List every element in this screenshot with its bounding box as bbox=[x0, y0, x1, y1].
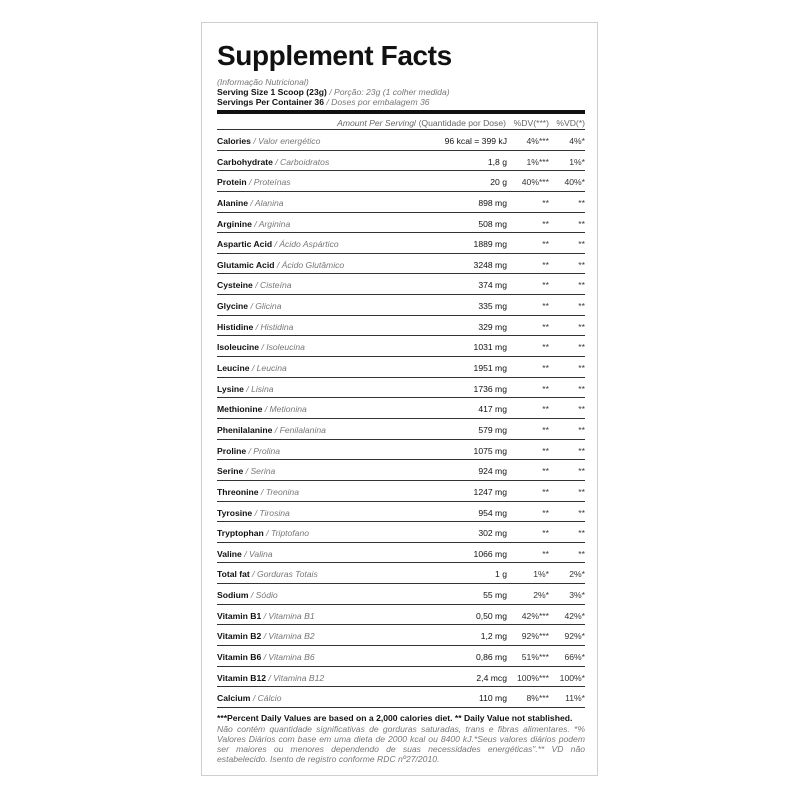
nutrient-dv: ** bbox=[542, 321, 549, 332]
nutrient-dv: 100%*** bbox=[516, 672, 549, 683]
nutrient-name-en: Phenilalanine bbox=[217, 424, 273, 435]
nutrient-dv: ** bbox=[542, 342, 549, 353]
nutrient-row bbox=[217, 274, 585, 295]
nutrient-vd: ** bbox=[578, 383, 585, 394]
nutrient-dv: 8%*** bbox=[526, 693, 549, 704]
nutrient-name-pt: / Sódio bbox=[248, 590, 278, 601]
nutrient-name-pt: / Isoleucina bbox=[259, 342, 305, 353]
serving-size-line bbox=[217, 87, 585, 97]
nutrient-name bbox=[217, 652, 315, 662]
nutrient-name-en: Calories bbox=[217, 136, 251, 146]
nutrient-name bbox=[217, 342, 305, 352]
nutrient-row bbox=[217, 192, 585, 213]
nutrient-row bbox=[217, 233, 585, 254]
nutrient-row bbox=[217, 440, 585, 461]
nutrient-row bbox=[217, 378, 585, 399]
nutrient-amount: 1736 mg bbox=[473, 383, 507, 394]
nutrient-vd: ** bbox=[578, 239, 585, 250]
nutrient-vd: 1%* bbox=[569, 156, 585, 167]
nutrient-amount: 0,86 mg bbox=[475, 652, 507, 663]
nutrient-dv: 1%*** bbox=[526, 156, 549, 167]
nutrient-row bbox=[217, 605, 585, 626]
nutrient-name-en: Glutamic Acid bbox=[217, 259, 275, 270]
nutrient-name bbox=[217, 157, 329, 167]
nutrient-name-en: Vitamin B12 bbox=[217, 672, 267, 683]
nutrient-name-pt: / Vitamina B6 bbox=[261, 652, 315, 663]
nutrient-row bbox=[217, 336, 585, 357]
nutrient-amount: 20 g bbox=[490, 177, 507, 188]
nutrient-amount: 1066 mg bbox=[473, 548, 507, 559]
nutrient-vd: ** bbox=[578, 528, 585, 539]
nutrient-name-en: Tryptophan bbox=[217, 528, 264, 539]
nutrient-amount: 374 mg bbox=[478, 280, 507, 291]
label-content bbox=[217, 41, 585, 764]
nutrient-name-en: Tyrosine bbox=[217, 507, 253, 518]
nutrient-name-pt: / Vitamina B12 bbox=[266, 672, 325, 683]
nutrient-row bbox=[217, 543, 585, 564]
nutrient-dv: ** bbox=[542, 404, 549, 415]
nutrient-row bbox=[217, 687, 585, 708]
nutrient-dv: ** bbox=[542, 280, 549, 291]
nutrient-name bbox=[217, 508, 290, 518]
nutrient-name-pt: / Vitamina B1 bbox=[261, 610, 315, 621]
nutrient-name bbox=[217, 198, 284, 208]
nutrient-name-pt: / Valina bbox=[241, 548, 273, 559]
nutrient-vd: ** bbox=[578, 197, 585, 208]
nutrient-row bbox=[217, 460, 585, 481]
nutrient-name-pt: / Cálcio bbox=[250, 693, 282, 704]
nutrient-row bbox=[217, 625, 585, 646]
nutrient-vd: 11%* bbox=[565, 693, 585, 704]
nutrient-dv: ** bbox=[542, 301, 549, 312]
nutrient-dv: 40%*** bbox=[521, 177, 549, 188]
nutrient-amount: 2,4 mcg bbox=[476, 672, 507, 683]
nutrient-name-pt: / Ácido Aspártico bbox=[272, 239, 339, 250]
nutrient-name-pt: / Metionina bbox=[262, 404, 307, 415]
nutrient-dv: 92%*** bbox=[521, 631, 549, 642]
nutrient-name-en: Glycine bbox=[217, 301, 249, 312]
nutrient-amount: 1247 mg bbox=[473, 486, 507, 497]
nutrient-name bbox=[217, 425, 326, 435]
nutrient-name bbox=[217, 487, 299, 497]
nutrient-dv: ** bbox=[542, 197, 549, 208]
nutrient-name bbox=[217, 301, 282, 311]
nutrient-name-pt: / Proteínas bbox=[246, 177, 291, 188]
nutrient-name-pt: / Treonina bbox=[258, 486, 299, 497]
nutrient-name-pt: / Gorduras Totais bbox=[249, 569, 318, 580]
nutrient-name-en: Proline bbox=[217, 445, 247, 456]
nutrient-name bbox=[217, 384, 274, 394]
nutrient-name bbox=[217, 466, 275, 476]
nutrient-amount: 1,2 mg bbox=[480, 631, 507, 642]
nutrient-dv: ** bbox=[542, 363, 549, 374]
nutrient-row bbox=[217, 357, 585, 378]
nutrient-amount: 1075 mg bbox=[473, 445, 507, 456]
nutrient-name bbox=[217, 177, 291, 187]
nutrient-dv: ** bbox=[542, 486, 549, 497]
nutrient-row bbox=[217, 213, 585, 234]
nutrient-dv: ** bbox=[542, 424, 549, 435]
nutrient-vd: 42%* bbox=[564, 610, 585, 621]
nutrient-name bbox=[217, 673, 324, 683]
nutrient-vd: 92%* bbox=[564, 631, 585, 642]
nutrient-name bbox=[217, 239, 339, 249]
nutrient-name-en: Serine bbox=[217, 466, 244, 477]
nutrient-dv: ** bbox=[542, 507, 549, 518]
nutrient-row bbox=[217, 254, 585, 275]
nutrient-amount: 508 mg bbox=[478, 218, 507, 229]
nutrient-amount: 924 mg bbox=[478, 466, 507, 477]
nutrient-vd: 2%* bbox=[569, 569, 585, 580]
nutrient-name bbox=[217, 322, 293, 332]
nutrient-dv: ** bbox=[542, 548, 549, 559]
nutrient-name-en: Aspartic Acid bbox=[217, 239, 273, 250]
nutrient-name bbox=[217, 136, 320, 146]
header-amount-pt: / (Quantidade por Dose) bbox=[413, 118, 506, 128]
nutrient-row bbox=[217, 502, 585, 523]
nutrient-vd: ** bbox=[578, 507, 585, 518]
nutrient-name-pt: / Lisina bbox=[243, 383, 274, 394]
nutrient-name bbox=[217, 549, 273, 559]
subtitle-text: (Informação Nutricional) bbox=[217, 77, 309, 87]
nutrient-vd: ** bbox=[578, 486, 585, 497]
nutrient-name-en: Lysine bbox=[217, 383, 244, 394]
nutrient-amount: 1 g bbox=[495, 569, 507, 580]
label-subtitle bbox=[217, 77, 585, 87]
nutrient-amount: 1951 mg bbox=[473, 363, 507, 374]
nutrient-vd: 4%* bbox=[569, 136, 585, 146]
nutrient-vd: ** bbox=[578, 342, 585, 353]
nutrient-dv: 51%*** bbox=[521, 652, 549, 663]
nutrient-name bbox=[217, 280, 292, 290]
label-title: Supplement Facts bbox=[217, 40, 452, 71]
header-amount-en: Amount Per Serving bbox=[337, 118, 414, 128]
nutrient-row bbox=[217, 316, 585, 337]
nutrient-amount: 329 mg bbox=[478, 321, 507, 332]
nutrient-name bbox=[217, 528, 309, 538]
nutrient-amount: 55 mg bbox=[483, 590, 507, 601]
nutrient-name-en: Calcium bbox=[217, 693, 251, 704]
nutrient-vd: ** bbox=[578, 363, 585, 374]
footnote-italic: Não contém quantidade significativas de gorduras saturadas, trans e fibras alimentares. *% Valores Diários com base em uma dieta de 2000 kcal ou 8400 kJ.*Seus valores diários podem ser maiores ou menores dependendo de suas necessidades energéticas".** VD não estabelecido. Isento de registro conforme RDC nº27/2010. bbox=[217, 723, 585, 764]
nutrient-name-pt: / Ácido Glutâmico bbox=[274, 259, 345, 270]
nutrient-name-en: Protein bbox=[217, 177, 247, 188]
nutrient-dv: ** bbox=[542, 445, 549, 456]
nutrient-amount: 1031 mg bbox=[473, 342, 507, 353]
servings-en: Servings Per Container 36 bbox=[217, 97, 324, 107]
nutrient-row bbox=[217, 584, 585, 605]
nutrient-table bbox=[217, 130, 585, 708]
nutrient-name-en: Histidine bbox=[217, 321, 254, 332]
nutrient-name bbox=[217, 260, 344, 270]
nutrient-row bbox=[217, 171, 585, 192]
nutrient-row bbox=[217, 563, 585, 584]
nutrient-name-pt: / Cisteína bbox=[252, 280, 292, 291]
nutrient-vd: 100%* bbox=[559, 672, 585, 683]
nutrient-dv: ** bbox=[542, 218, 549, 229]
nutrient-name-pt: / Leucina bbox=[249, 363, 287, 374]
nutrient-name-pt: / Triptofano bbox=[263, 528, 310, 539]
nutrient-name bbox=[217, 590, 278, 600]
serving-size-en: Serving Size 1 Scoop (23g) bbox=[217, 87, 327, 97]
nutrient-amount: 1889 mg bbox=[473, 239, 507, 250]
nutrient-vd: 40%* bbox=[564, 177, 585, 188]
nutrient-dv: ** bbox=[542, 239, 549, 250]
supplement-facts-panel bbox=[201, 22, 598, 776]
nutrient-row bbox=[217, 481, 585, 502]
nutrient-name bbox=[217, 569, 318, 579]
nutrient-dv: ** bbox=[542, 259, 549, 270]
nutrient-name-en: Arginine bbox=[217, 218, 252, 229]
nutrient-name-pt: / Fenilalanina bbox=[272, 424, 326, 435]
nutrient-name bbox=[217, 631, 315, 641]
table-header bbox=[217, 114, 585, 130]
nutrient-name-en: Alanine bbox=[217, 197, 249, 208]
nutrient-amount: 96 kcal = 399 kJ bbox=[444, 136, 507, 146]
nutrient-name-pt: / Vitamina B2 bbox=[261, 631, 315, 642]
nutrient-name-en: Cysteine bbox=[217, 280, 253, 291]
nutrient-row bbox=[217, 646, 585, 667]
nutrient-row bbox=[217, 130, 585, 151]
nutrient-name-en: Threonine bbox=[217, 486, 259, 497]
nutrient-vd: ** bbox=[578, 259, 585, 270]
nutrient-name-en: Vitamin B6 bbox=[217, 652, 262, 663]
nutrient-vd: ** bbox=[578, 301, 585, 312]
serving-size-pt: / Porção: 23g (1 colher medida) bbox=[326, 87, 450, 97]
nutrient-vd: 3%* bbox=[569, 590, 585, 601]
nutrient-vd: ** bbox=[578, 548, 585, 559]
nutrient-name-en: Leucine bbox=[217, 363, 250, 374]
nutrient-amount: 579 mg bbox=[478, 424, 507, 435]
nutrient-dv: ** bbox=[542, 466, 549, 477]
nutrient-name-en: Vitamin B2 bbox=[217, 631, 262, 642]
nutrient-vd: ** bbox=[578, 280, 585, 291]
nutrient-name-en: Vitamin B1 bbox=[217, 610, 262, 621]
nutrient-name-en: Isoleucine bbox=[217, 342, 260, 353]
nutrient-dv: ** bbox=[542, 528, 549, 539]
nutrient-dv: 1%* bbox=[533, 569, 549, 580]
footnotes bbox=[217, 713, 585, 764]
nutrient-name bbox=[217, 446, 280, 456]
nutrient-amount: 417 mg bbox=[478, 404, 507, 415]
nutrient-dv: 4%*** bbox=[526, 136, 549, 146]
nutrient-amount: 335 mg bbox=[478, 301, 507, 312]
nutrient-name-pt: / Glicina bbox=[248, 301, 282, 312]
nutrient-vd: ** bbox=[578, 218, 585, 229]
nutrient-name-pt: / Histidina bbox=[253, 321, 294, 332]
nutrient-name bbox=[217, 404, 307, 414]
nutrient-name-pt: / Prolina bbox=[246, 445, 281, 456]
servings-per-container-line bbox=[217, 97, 585, 107]
nutrient-name-pt: / Arginina bbox=[251, 218, 291, 229]
nutrient-vd: ** bbox=[578, 466, 585, 477]
nutrient-name bbox=[217, 363, 287, 373]
nutrient-row bbox=[217, 419, 585, 440]
nutrient-name-en: Methionine bbox=[217, 404, 263, 415]
nutrient-name bbox=[217, 693, 281, 703]
nutrient-name bbox=[217, 219, 290, 229]
nutrient-name-en: Valine bbox=[217, 548, 242, 559]
nutrient-row bbox=[217, 295, 585, 316]
nutrient-name-pt: / Carboidratos bbox=[272, 156, 330, 167]
nutrient-vd: ** bbox=[578, 445, 585, 456]
nutrient-amount: 0,50 mg bbox=[475, 610, 507, 621]
nutrient-vd: ** bbox=[578, 404, 585, 415]
nutrient-name-pt: / Serina bbox=[243, 466, 276, 477]
nutrient-amount: 110 mg bbox=[478, 693, 507, 704]
nutrient-row bbox=[217, 522, 585, 543]
nutrient-amount: 302 mg bbox=[478, 528, 507, 539]
nutrient-vd: 66%* bbox=[564, 652, 585, 663]
nutrient-row bbox=[217, 151, 585, 172]
nutrient-name-pt: / Tirosina bbox=[252, 507, 290, 518]
nutrient-vd: ** bbox=[578, 424, 585, 435]
nutrient-amount: 1,8 g bbox=[487, 156, 507, 167]
nutrient-amount: 898 mg bbox=[478, 197, 507, 208]
servings-pt: / Doses por embalagem 36 bbox=[324, 97, 430, 107]
nutrient-row bbox=[217, 398, 585, 419]
nutrient-dv: 2%* bbox=[533, 590, 549, 601]
nutrient-amount: 954 mg bbox=[478, 507, 507, 518]
nutrient-vd: ** bbox=[578, 321, 585, 332]
nutrient-row bbox=[217, 667, 585, 688]
header-dv: %DV(***) bbox=[513, 118, 549, 128]
nutrient-name-en: Total fat bbox=[217, 569, 250, 580]
nutrient-name-pt: / Valor energético bbox=[250, 136, 321, 146]
header-vd: %VD(*) bbox=[556, 118, 585, 128]
footnote-bold: ***Percent Daily Values are based on a 2,000 calories diet. ** Daily Value not stablished. bbox=[217, 712, 573, 723]
nutrient-amount: 3248 mg bbox=[473, 259, 507, 270]
nutrient-name-pt: / Alanina bbox=[248, 197, 284, 208]
nutrient-name bbox=[217, 611, 315, 621]
nutrient-name-en: Carbohydrate bbox=[217, 156, 273, 167]
nutrient-name-en: Sodium bbox=[217, 590, 249, 601]
nutrient-dv: ** bbox=[542, 383, 549, 394]
nutrient-dv: 42%*** bbox=[521, 610, 549, 621]
